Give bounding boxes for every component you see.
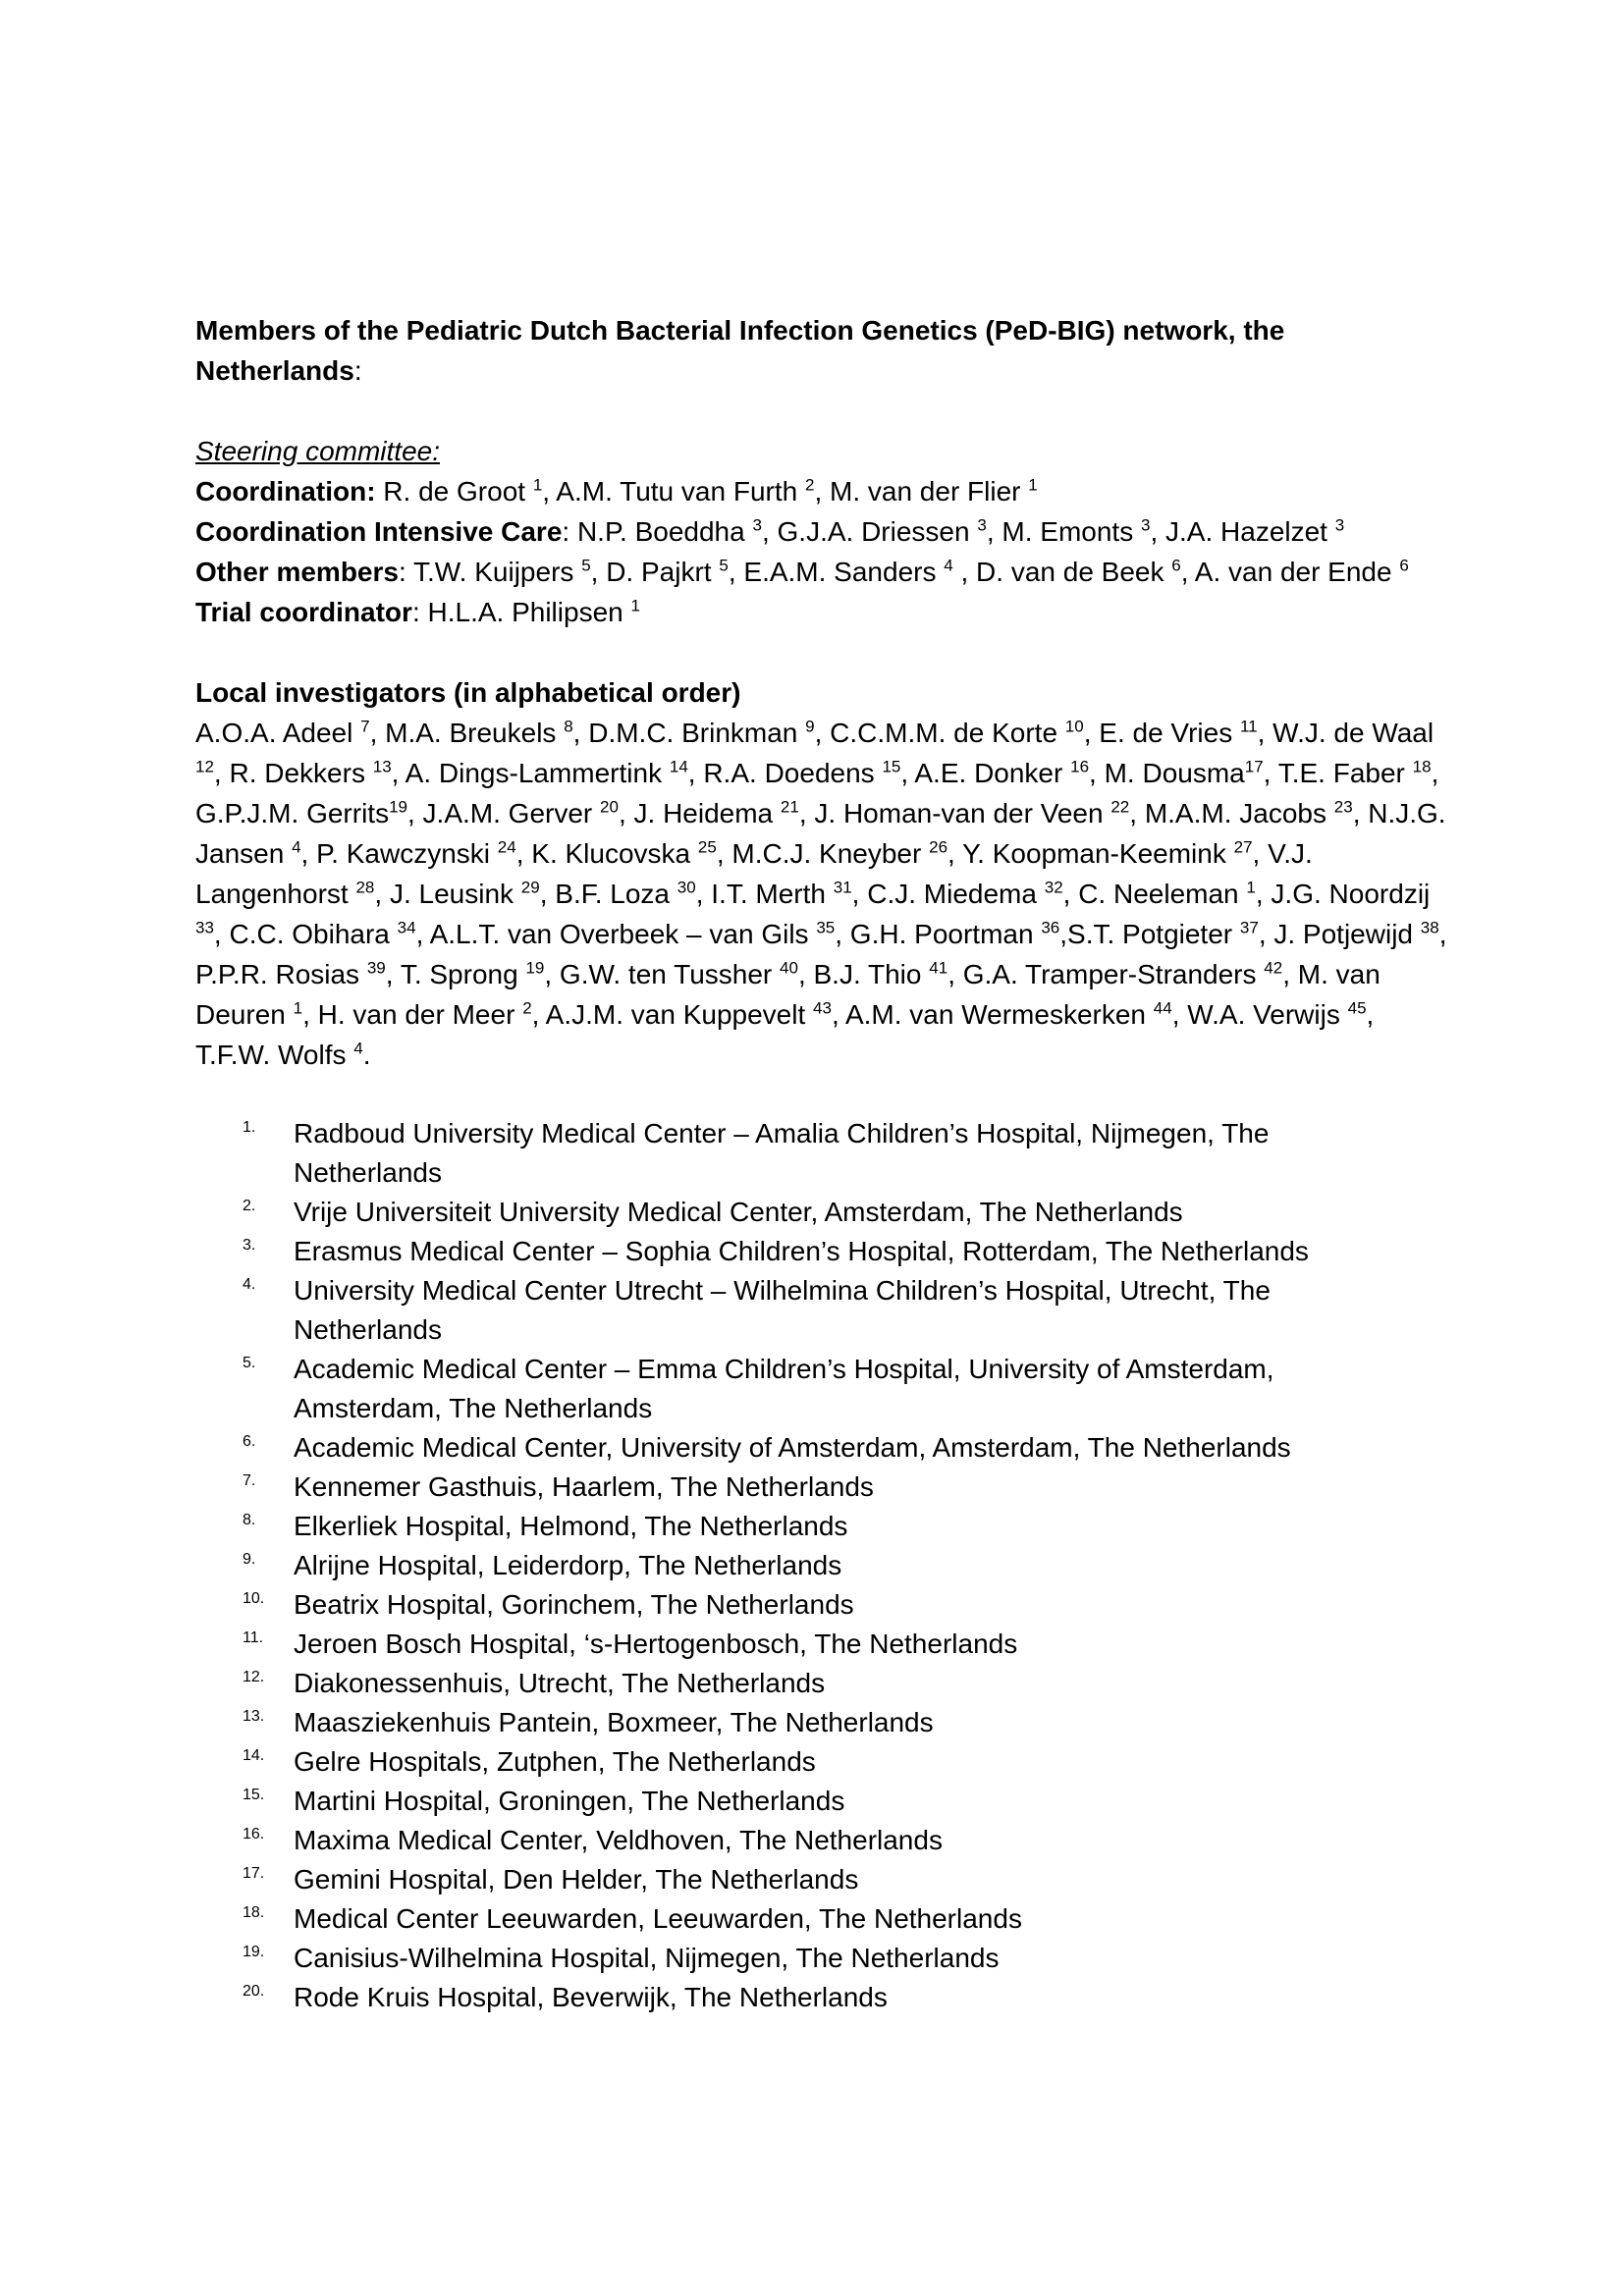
local-investigators-section [195, 672, 1452, 1075]
text-run: . [362, 1040, 371, 1070]
intensive-care-line [195, 511, 1452, 552]
affiliation-superscript: 17 [1244, 757, 1264, 776]
coordination-label: Coordination: [195, 476, 376, 507]
affiliation-item [195, 1703, 1452, 1742]
text-run: , V.J. Langenhorst [195, 838, 1313, 909]
affiliation-superscript: 36 [1041, 918, 1060, 937]
affiliation-superscript: 11 [1239, 717, 1258, 736]
affiliation-superscript: 26 [929, 837, 948, 857]
affiliation-superscript: 7 [360, 717, 370, 736]
affiliation-item [195, 1114, 1452, 1193]
affiliation-text: University Medical Center Utrecht – Wilhelmina Children’s Hospital, Utrecht, The Netherlands [294, 1275, 1271, 1345]
affiliation-number: 19. [243, 1944, 265, 1960]
affiliation-item [195, 1664, 1452, 1703]
text-run: : T.W. Kuijpers [398, 557, 582, 587]
affiliation-superscript: 42 [1264, 958, 1283, 978]
affiliation-superscript: 6 [1171, 556, 1181, 575]
text-run: , J.A.M. Gerver [407, 798, 601, 828]
text-run: , J.A. Hazelzet [1150, 516, 1335, 547]
affiliations-list [195, 1114, 1452, 2017]
affiliation-item [195, 1585, 1452, 1625]
affiliation-text: Elkerliek Hospital, Helmond, The Netherlands [294, 1511, 848, 1541]
steering-committee-heading: Steering committee: [195, 436, 440, 466]
intensive-care-label: Coordination Intensive Care [195, 516, 563, 547]
other-members-line [195, 552, 1452, 592]
affiliation-text: Academic Medical Center, University of Amsterdam, Amsterdam, The Netherlands [294, 1432, 1291, 1463]
text-run: : H.L.A. Philipsen [411, 597, 631, 627]
affiliation-text: Gelre Hospitals, Zutphen, The Netherlands [294, 1746, 816, 1777]
text-run: , C.J. Miedema [851, 879, 1045, 909]
text-run: , M.A.M. Jacobs [1129, 798, 1334, 828]
intensive-care-text [562, 516, 1344, 547]
affiliation-text: Martini Hospital, Groningen, The Netherlands [294, 1786, 845, 1816]
affiliation-item [195, 1625, 1452, 1664]
affiliation-number: 20. [243, 1983, 265, 2000]
affiliation-number: 15. [243, 1787, 265, 1803]
text-run: , E. de Vries [1083, 718, 1240, 748]
affiliation-superscript: 18 [1412, 757, 1432, 776]
text-run: , J.G. Noordzij [1255, 879, 1431, 909]
affiliation-number: 9. [243, 1551, 256, 1568]
trial-coordinator-label: Trial coordinator [195, 597, 412, 627]
affiliation-superscript: 44 [1153, 998, 1172, 1018]
text-run: , J. Leusink [374, 879, 521, 909]
text-run: , J. Potjewijd [1258, 919, 1421, 949]
text-run: , B.J. Thio [797, 959, 930, 989]
text-run: , Y. Koopman-Keemink [947, 838, 1234, 869]
affiliation-superscript: 19 [389, 797, 407, 817]
affiliation-item [195, 1193, 1452, 1232]
affiliation-superscript: 16 [1070, 757, 1090, 776]
affiliation-item [195, 1507, 1452, 1546]
affiliation-superscript: 41 [929, 958, 948, 978]
text-run: , W.J. de Waal [1257, 718, 1435, 748]
text-run: R. de Groot [375, 476, 533, 507]
text-run: , R.A. Doedens [687, 758, 883, 788]
document-title-tail: : [353, 355, 362, 386]
affiliation-text: Vrije Universiteit University Medical Center, Amsterdam, The Netherlands [294, 1197, 1183, 1227]
coordination-line [195, 471, 1452, 511]
affiliation-number: 8. [243, 1512, 256, 1528]
text-run: , T.E. Faber [1263, 758, 1413, 788]
text-run: , A. Dings-Lammertink [391, 758, 670, 788]
text-run: , J. Heidema [618, 798, 781, 828]
text-run: , G.A. Tramper-Stranders [947, 959, 1265, 989]
affiliation-superscript: 27 [1233, 837, 1253, 857]
document-page [195, 310, 1452, 2017]
affiliation-superscript: 37 [1239, 918, 1259, 937]
affiliation-superscript: 19 [525, 958, 545, 978]
affiliation-superscript: 3 [1334, 515, 1345, 535]
affiliation-superscript: 13 [372, 757, 392, 776]
affiliation-text: Maasziekenhuis Pantein, Boxmeer, The Netherlands [294, 1707, 934, 1737]
affiliation-superscript: 10 [1064, 717, 1084, 736]
text-run: , W.A. Verwijs [1171, 999, 1348, 1030]
text-run: , N.J.G. Jansen [195, 798, 1446, 869]
text-run: A.O.A. Adeel [195, 718, 361, 748]
affiliation-number: 17. [243, 1865, 265, 1882]
affiliation-superscript: 4 [292, 837, 301, 857]
affiliation-item [195, 1782, 1452, 1821]
text-run: , G.W. ten Tussher [544, 959, 781, 989]
coordination-text [376, 476, 1038, 507]
affiliation-item [195, 1428, 1452, 1468]
affiliation-item [195, 1978, 1452, 2017]
affiliation-text: Gemini Hospital, Den Helder, The Netherlands [294, 1864, 859, 1895]
text-run: , M. van Deuren [195, 959, 1380, 1030]
text-run: ,S.T. Potgieter [1059, 919, 1240, 949]
affiliation-number: 6. [243, 1433, 256, 1450]
affiliation-superscript: 1 [293, 998, 303, 1018]
affiliation-superscript: 28 [355, 878, 375, 897]
trial-coordinator-line [195, 592, 1452, 632]
affiliation-superscript: 12 [195, 757, 214, 776]
affiliation-text: Jeroen Bosch Hospital, ‘s-Hertogenbosch, The Netherlands [294, 1629, 1018, 1659]
affiliation-superscript: 22 [1110, 797, 1130, 817]
affiliation-superscript: 6 [1399, 556, 1409, 575]
affiliation-text: Alrijne Hospital, Leiderdorp, The Netherlands [294, 1550, 842, 1580]
affiliation-superscript: 2 [804, 475, 815, 495]
affiliation-superscript: 8 [564, 717, 573, 736]
affiliation-superscript: 38 [1420, 918, 1439, 937]
affiliation-text: Radboud University Medical Center – Amalia Children’s Hospital, Nijmegen, The Netherlands [294, 1118, 1270, 1188]
affiliation-superscript: 40 [780, 958, 798, 978]
affiliation-text: Medical Center Leeuwarden, Leeuwarden, The Netherlands [294, 1903, 1022, 1934]
affiliation-superscript: 34 [397, 918, 416, 937]
text-run: , P.P.R. Rosias [195, 919, 1447, 989]
affiliation-superscript: 31 [833, 878, 852, 897]
text-run: , C. Neeleman [1062, 879, 1247, 909]
text-run: , G.P.J.M. Gerrits [195, 758, 1439, 828]
document-title [195, 310, 1452, 391]
text-run: , D. van de Beek [952, 557, 1172, 587]
affiliation-text: Academic Medical Center – Emma Children’s Hospital, University of Amsterdam, Amsterdam, The Netherlands [294, 1354, 1274, 1423]
affiliation-number: 5. [243, 1355, 256, 1371]
affiliation-superscript: 1 [532, 475, 543, 495]
text-run: , H. van der Meer [302, 999, 523, 1030]
trial-coordinator-text [412, 597, 640, 627]
affiliation-superscript: 3 [977, 515, 987, 535]
text-run: , A. van der Ende [1180, 557, 1400, 587]
text-run: , M.C.J. Kneyber [716, 838, 930, 869]
text-run: , G.H. Poortman [835, 919, 1042, 949]
text-run: , A.J.M. van Kuppevelt [531, 999, 814, 1030]
affiliation-number: 16. [243, 1826, 265, 1842]
affiliation-superscript: 5 [581, 556, 591, 575]
text-run: : N.P. Boeddha [562, 516, 753, 547]
text-run: , T. Sprong [385, 959, 526, 989]
text-run: , B.F. Loza [539, 879, 677, 909]
affiliation-superscript: 4 [944, 556, 953, 575]
affiliation-item [195, 1271, 1452, 1350]
affiliation-superscript: 1 [1028, 475, 1038, 495]
affiliation-item [195, 1350, 1452, 1428]
affiliation-text: Canisius-Wilhelmina Hospital, Nijmegen, The Netherlands [294, 1943, 1000, 1973]
text-run: , A.L.T. van Overbeek – van Gils [415, 919, 817, 949]
affiliation-text: Maxima Medical Center, Veldhoven, The Netherlands [294, 1825, 943, 1855]
affiliation-number: 10. [243, 1590, 265, 1607]
text-run: , J. Homan-van der Veen [798, 798, 1111, 828]
affiliation-superscript: 32 [1044, 878, 1063, 897]
affiliation-item [195, 1899, 1452, 1939]
text-run: , M. van der Flier [814, 476, 1029, 507]
local-investigators-list [195, 713, 1452, 1075]
affiliation-superscript: 9 [805, 717, 815, 736]
affiliation-superscript: 20 [600, 797, 619, 817]
affiliation-superscript: 1 [630, 596, 640, 615]
steering-committee-section [195, 431, 1452, 632]
affiliation-superscript: 35 [816, 918, 836, 937]
affiliation-item [195, 1860, 1452, 1899]
affiliation-number: 1. [243, 1119, 256, 1136]
affiliation-item [195, 1232, 1452, 1271]
affiliation-number: 3. [243, 1237, 256, 1254]
affiliation-number: 12. [243, 1669, 265, 1685]
affiliation-superscript: 2 [522, 998, 532, 1018]
affiliation-number: 18. [243, 1904, 265, 1921]
other-members-label: Other members [195, 557, 399, 587]
affiliation-number: 7. [243, 1472, 256, 1489]
affiliation-text: Rode Kruis Hospital, Beverwijk, The Netherlands [294, 1982, 888, 2012]
text-run: , A.M. Tutu van Furth [542, 476, 805, 507]
affiliation-superscript: 1 [1246, 878, 1256, 897]
other-members-text [399, 557, 1409, 587]
affiliation-item [195, 1742, 1452, 1782]
affiliation-superscript: 4 [353, 1039, 363, 1058]
affiliation-superscript: 29 [520, 878, 540, 897]
affiliation-item [195, 1468, 1452, 1507]
affiliation-superscript: 3 [752, 515, 762, 535]
affiliation-number: 2. [243, 1198, 256, 1214]
text-run: , R. Dekkers [213, 758, 373, 788]
affiliation-number: 13. [243, 1708, 265, 1725]
affiliation-number: 11. [243, 1629, 264, 1646]
text-run: , I.T. Merth [695, 879, 834, 909]
affiliation-item [195, 1939, 1452, 1978]
text-run: , D.M.C. Brinkman [572, 718, 806, 748]
text-run: , T.F.W. Wolfs [195, 999, 1375, 1070]
local-investigators-heading: Local investigators (in alphabetical order) [195, 677, 741, 708]
text-run: , K. Klucovska [515, 838, 698, 869]
text-run: , C.C. Obihara [213, 919, 398, 949]
affiliation-superscript: 25 [697, 837, 717, 857]
affiliation-superscript: 5 [719, 556, 729, 575]
affiliation-item [195, 1546, 1452, 1585]
affiliation-superscript: 14 [669, 757, 688, 776]
affiliation-superscript: 43 [813, 998, 832, 1018]
affiliation-superscript: 23 [1333, 797, 1353, 817]
affiliation-item [195, 1821, 1452, 1860]
affiliation-superscript: 33 [195, 918, 214, 937]
text-run: , E.A.M. Sanders [728, 557, 945, 587]
text-run: , M. Dousma [1089, 758, 1245, 788]
affiliation-superscript: 3 [1140, 515, 1151, 535]
affiliation-text: Beatrix Hospital, Gorinchem, The Netherlands [294, 1589, 854, 1620]
text-run: , A.M. van Wermeskerken [831, 999, 1154, 1030]
text-run: , P. Kawczynski [300, 838, 498, 869]
text-run: , G.J.A. Driessen [761, 516, 978, 547]
text-run: , M. Emonts [986, 516, 1141, 547]
affiliation-superscript: 24 [497, 837, 516, 857]
text-run: , A.E. Donker [900, 758, 1071, 788]
text-run: , M.A. Breukels [369, 718, 565, 748]
affiliation-superscript: 15 [882, 757, 901, 776]
affiliation-number: 14. [243, 1747, 265, 1764]
document-title-bold: Members of the Pediatric Dutch Bacterial Infection Genetics (PeD-BIG) network, the Netherlands [195, 315, 1285, 386]
affiliation-text: Erasmus Medical Center – Sophia Children’s Hospital, Rotterdam, The Netherlands [294, 1236, 1309, 1266]
text-run: , C.C.M.M. de Korte [814, 718, 1065, 748]
affiliation-superscript: 30 [677, 878, 696, 897]
affiliation-number: 4. [243, 1276, 256, 1293]
affiliation-superscript: 21 [780, 797, 799, 817]
text-run: , D. Pajkrt [590, 557, 720, 587]
affiliation-text: Kennemer Gasthuis, Haarlem, The Netherlands [294, 1471, 874, 1502]
affiliation-superscript: 45 [1347, 998, 1367, 1018]
affiliation-text: Diakonessenhuis, Utrecht, The Netherlands [294, 1668, 826, 1698]
affiliation-superscript: 39 [366, 958, 386, 978]
